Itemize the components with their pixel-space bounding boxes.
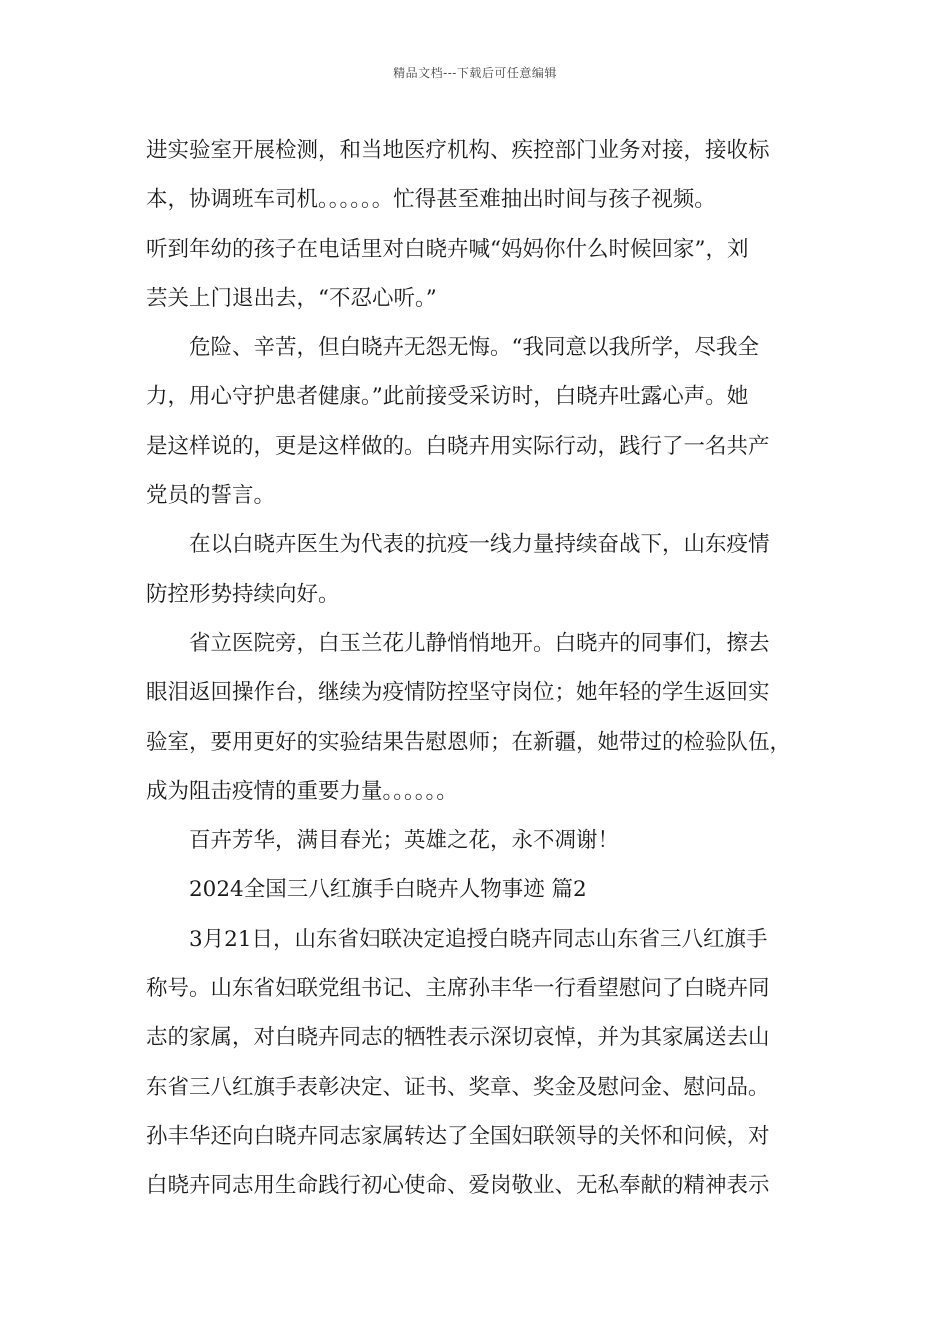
text-line: 防控形势持续向好。 [146,581,340,607]
document-body [146,126,816,1211]
text-line: 志的家属，对白晓卉同志的牺牲表示深切哀悼，并为其家属送去山 [146,1025,770,1051]
text-line: 百卉芳华，满目春光；英雄之花，永不凋谢！ [189,828,620,854]
text-line: 成为阻击疫情的重要力量。。。。。。 [146,778,458,804]
text-line: 东省三八红旗手表彰决定、证书、奖章、奖金及慰问金、慰问品。 [146,1074,770,1100]
text-line: 验室，要用更好的实验结果告慰恩师；在新疆，她带过的检验队伍， [146,729,792,755]
text-line: 3月21日，山东省妇联决定追授白晓卉同志山东省三八红旗手 [189,926,768,952]
text-line: 白晓卉同志用生命践行初心使命、爱岗敬业、无私奉献的精神表示 [146,1173,770,1199]
text-line: 省立医院旁，白玉兰花儿静悄悄地开。白晓卉的同事们，擦去 [189,630,770,656]
text-line: 党员的誓言。 [146,483,276,509]
text-line: 本，协调班车司机。。。。。。忙得甚至难抽出时间与孩子视频。 [146,187,716,213]
page-header: 精品文档---下载后可任意编辑 [393,66,557,80]
text-line: 进实验室开展检测，和当地医疗机构、疾控部门业务对接，接收标 [146,138,770,163]
text-line: 力，用心守护患者健康。”此前接受采访时，白晓卉吐露心声。她 [146,384,749,410]
text-line: 听到年幼的孩子在电话里对白晓卉喊“妈妈你什么时候回家”，刘 [146,236,749,262]
text-line: 危险、辛苦，但白晓卉无怨无悔。“我同意以我所学，尽我全 [189,335,759,361]
text-line: 称号。山东省妇联党组书记、主席孙丰华一行看望慰问了白晓卉同 [146,976,770,1002]
text-line: 是这样说的，更是这样做的。白晓卉用实际行动，践行了一名共产 [146,433,770,459]
text-line: 孙丰华还向白晓卉同志家属转达了全国妇联领导的关怀和问候，对 [146,1123,770,1149]
text-line: 2024全国三八红旗手白晓卉人物事迹 篇2 [189,877,587,903]
text-line: 在以白晓卉医生为代表的抗疫一线力量持续奋战下，山东疫情 [189,532,770,558]
text-line: 眼泪返回操作台，继续为疫情防控坚守岗位；她年轻的学生返回实 [146,680,770,706]
text-line: 芸关上门退出去，“不忍心听。” [146,285,437,311]
